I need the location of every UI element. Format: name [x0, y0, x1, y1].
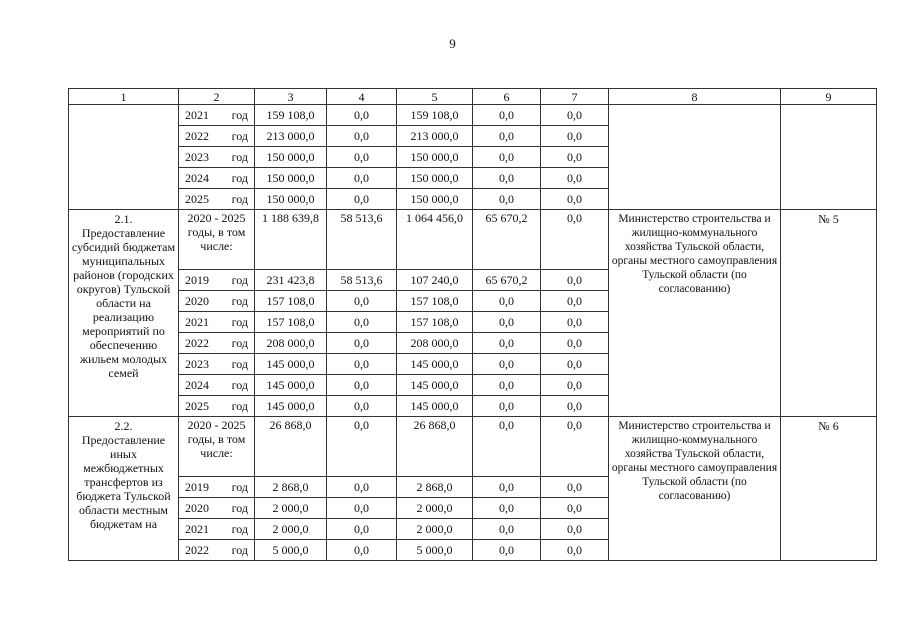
year-cell: [179, 333, 255, 354]
value-cell: [397, 189, 473, 210]
value-cell: [541, 417, 609, 477]
value-cell: [541, 105, 609, 126]
value-cell: [397, 126, 473, 147]
value-cell: [327, 168, 397, 189]
year-unit: год: [231, 273, 248, 287]
indicator-cell: [781, 105, 877, 210]
value-text: 145 000,0: [266, 399, 315, 413]
header-row: [69, 89, 877, 105]
value-text: 2 868,0: [272, 480, 309, 494]
year-value: 2021: [185, 522, 209, 536]
value-cell: [327, 105, 397, 126]
value-cell: [541, 333, 609, 354]
value-text: 0,0: [499, 150, 514, 164]
value-cell: [541, 270, 609, 291]
value-cell: [255, 270, 327, 291]
value-text: 2 000,0: [272, 501, 309, 515]
year-cell: [179, 126, 255, 147]
value-text: 0,0: [354, 171, 369, 185]
executor-text: Министерство строительства и жилищно-коммунального хозяйства Тульской области, органы местного самоуправления Тульской области (по согласованию): [611, 420, 778, 502]
year-value: 2019: [185, 480, 209, 494]
value-text: 0,0: [354, 501, 369, 515]
value-text: 2 000,0: [416, 501, 453, 515]
value-text: 0,0: [499, 543, 514, 557]
value-cell: [327, 477, 397, 498]
value-text: 159 108,0: [266, 108, 315, 122]
value-cell: [397, 147, 473, 168]
column-header: 7: [541, 89, 609, 105]
value-cell: [397, 105, 473, 126]
value-cell: [327, 291, 397, 312]
column-header: 5: [397, 89, 473, 105]
value-cell: [255, 126, 327, 147]
value-text: 208 000,0: [410, 336, 459, 350]
value-text: 213 000,0: [410, 129, 459, 143]
range-text: 2020 - 2025 годы, в том числе:: [187, 211, 246, 253]
value-text: 65 670,2: [485, 273, 528, 287]
value-cell: [473, 270, 541, 291]
year-unit: год: [231, 129, 248, 143]
value-text: 0,0: [499, 418, 514, 432]
value-cell: [473, 540, 541, 561]
value-cell: [255, 396, 327, 417]
value-cell: [397, 519, 473, 540]
value-cell: [473, 105, 541, 126]
year-unit: год: [231, 399, 248, 413]
value-cell: [541, 396, 609, 417]
value-text: 0,0: [567, 129, 582, 143]
value-text: 0,0: [567, 399, 582, 413]
measure-title: [69, 417, 179, 561]
year-cell: [179, 375, 255, 396]
value-text: 2 000,0: [272, 522, 309, 536]
value-cell: [255, 354, 327, 375]
value-text: 150 000,0: [266, 192, 315, 206]
value-text: 0,0: [354, 418, 369, 432]
value-cell: [327, 333, 397, 354]
value-cell: [255, 498, 327, 519]
value-cell: [541, 168, 609, 189]
value-text: 0,0: [499, 315, 514, 329]
year-value: 2021: [185, 108, 209, 122]
measure-title-text: 2.1. Предоставление субсидий бюджетам муниципальных районов (городских округов) Тульской области на реализацию мероприятий по обеспечению жильем молодых семей: [71, 212, 176, 380]
value-text: 0,0: [567, 480, 582, 494]
year-unit: год: [231, 357, 248, 371]
year-value: 2023: [185, 357, 209, 371]
measure-title-text: 2.2. Предоставление иных межбюджетных трансфертов из бюджета Тульской области местным бюджетам на: [76, 419, 171, 531]
value-text: 0,0: [354, 357, 369, 371]
year-unit: год: [231, 294, 248, 308]
value-text: 0,0: [567, 192, 582, 206]
value-cell: [255, 333, 327, 354]
value-cell: [397, 375, 473, 396]
value-cell: [397, 477, 473, 498]
value-text: 150 000,0: [266, 171, 315, 185]
value-text: 0,0: [354, 294, 369, 308]
value-text: 150 000,0: [410, 192, 459, 206]
value-text: 65 670,2: [485, 211, 528, 225]
value-text: 157 108,0: [410, 315, 459, 329]
value-text: 145 000,0: [410, 399, 459, 413]
value-text: 0,0: [499, 522, 514, 536]
value-cell: [397, 540, 473, 561]
value-text: 157 108,0: [266, 294, 315, 308]
year-unit: год: [231, 543, 248, 557]
value-text: 231 423,8: [266, 273, 315, 287]
year-cell: [179, 312, 255, 333]
value-text: 26 868,0: [269, 418, 312, 432]
year-cell: [179, 540, 255, 561]
value-cell: [473, 126, 541, 147]
value-text: 157 108,0: [410, 294, 459, 308]
value-text: 26 868,0: [413, 418, 456, 432]
value-cell: [397, 354, 473, 375]
value-cell: [255, 312, 327, 333]
value-text: 145 000,0: [410, 378, 459, 392]
value-cell: [473, 210, 541, 270]
value-cell: [255, 417, 327, 477]
column-header: 2: [179, 89, 255, 105]
value-text: 0,0: [354, 480, 369, 494]
value-cell: [541, 375, 609, 396]
value-text: 0,0: [499, 501, 514, 515]
value-text: 0,0: [354, 336, 369, 350]
year-value: 2025: [185, 192, 209, 206]
year-cell: [179, 498, 255, 519]
value-cell: [473, 498, 541, 519]
year-cell: [179, 147, 255, 168]
value-text: 159 108,0: [410, 108, 459, 122]
value-cell: [541, 498, 609, 519]
value-cell: [473, 375, 541, 396]
value-cell: [327, 312, 397, 333]
value-cell: [327, 270, 397, 291]
value-cell: [541, 210, 609, 270]
column-header: 8: [609, 89, 781, 105]
value-cell: [327, 354, 397, 375]
value-cell: [255, 519, 327, 540]
year-unit: год: [231, 192, 248, 206]
value-cell: [327, 210, 397, 270]
value-text: 145 000,0: [266, 357, 315, 371]
value-cell: [541, 354, 609, 375]
value-text: 107 240,0: [410, 273, 459, 287]
column-header: 3: [255, 89, 327, 105]
value-cell: [327, 396, 397, 417]
measure-cell: [69, 105, 179, 210]
year-value: 2022: [185, 129, 209, 143]
year-unit: год: [231, 336, 248, 350]
value-text: 0,0: [567, 418, 582, 432]
value-cell: [327, 417, 397, 477]
value-text: 0,0: [354, 399, 369, 413]
year-value: 2020: [185, 294, 209, 308]
value-cell: [327, 540, 397, 561]
value-text: 5 000,0: [416, 543, 453, 557]
year-cell: [179, 168, 255, 189]
year-cell: [179, 477, 255, 498]
value-text: 0,0: [354, 315, 369, 329]
value-text: 145 000,0: [266, 378, 315, 392]
value-cell: [255, 210, 327, 270]
value-text: 0,0: [499, 378, 514, 392]
value-cell: [255, 291, 327, 312]
value-text: 213 000,0: [266, 129, 315, 143]
value-cell: [255, 147, 327, 168]
value-cell: [327, 519, 397, 540]
value-cell: [473, 168, 541, 189]
executor-cell: [609, 417, 781, 561]
value-cell: [473, 417, 541, 477]
value-cell: [473, 291, 541, 312]
value-text: 0,0: [354, 108, 369, 122]
value-cell: [255, 168, 327, 189]
value-cell: [541, 519, 609, 540]
value-text: 2 868,0: [416, 480, 453, 494]
year-cell: [179, 291, 255, 312]
value-text: 0,0: [567, 357, 582, 371]
value-cell: [397, 498, 473, 519]
table-row: [69, 417, 877, 477]
table-row: [69, 105, 877, 126]
value-text: 1 188 639,8: [262, 211, 319, 225]
indicator-text: № 5: [818, 212, 839, 226]
value-text: 0,0: [567, 294, 582, 308]
year-value: 2021: [185, 315, 209, 329]
value-cell: [255, 477, 327, 498]
value-cell: [397, 396, 473, 417]
value-cell: [327, 189, 397, 210]
year-cell: [179, 519, 255, 540]
year-cell: [179, 354, 255, 375]
value-cell: [473, 147, 541, 168]
value-text: 5 000,0: [272, 543, 309, 557]
value-cell: [541, 291, 609, 312]
value-text: 150 000,0: [410, 171, 459, 185]
value-text: 0,0: [567, 543, 582, 557]
column-header: 9: [781, 89, 877, 105]
value-text: 2 000,0: [416, 522, 453, 536]
year-value: 2019: [185, 273, 209, 287]
value-text: 0,0: [499, 171, 514, 185]
value-text: 0,0: [567, 108, 582, 122]
year-value: 2024: [185, 171, 209, 185]
value-text: 0,0: [499, 357, 514, 371]
value-cell: [473, 189, 541, 210]
measure-title: [69, 210, 179, 417]
value-text: 0,0: [354, 522, 369, 536]
year-unit: год: [231, 171, 248, 185]
value-text: 0,0: [567, 171, 582, 185]
value-text: 208 000,0: [266, 336, 315, 350]
range-cell: [179, 210, 255, 270]
year-unit: год: [231, 150, 248, 164]
value-cell: [327, 147, 397, 168]
value-cell: [473, 354, 541, 375]
value-text: 0,0: [567, 315, 582, 329]
value-text: 0,0: [499, 129, 514, 143]
indicator-cell: [781, 417, 877, 561]
value-text: 0,0: [499, 108, 514, 122]
value-cell: [327, 126, 397, 147]
value-cell: [473, 333, 541, 354]
value-text: 0,0: [354, 543, 369, 557]
value-cell: [397, 168, 473, 189]
table-body: [69, 89, 877, 561]
value-text: 0,0: [499, 336, 514, 350]
indicator-text: № 6: [818, 419, 839, 433]
year-unit: год: [231, 522, 248, 536]
value-cell: [327, 375, 397, 396]
year-cell: [179, 270, 255, 291]
budget-table: [68, 88, 877, 561]
value-text: 0,0: [354, 192, 369, 206]
year-value: 2022: [185, 543, 209, 557]
value-text: 0,0: [354, 129, 369, 143]
executor-cell: [609, 105, 781, 210]
value-cell: [541, 126, 609, 147]
value-cell: [473, 396, 541, 417]
value-text: 1 064 456,0: [406, 211, 463, 225]
table-row: [69, 210, 877, 270]
year-value: 2025: [185, 399, 209, 413]
value-cell: [541, 477, 609, 498]
value-cell: [473, 519, 541, 540]
value-cell: [541, 312, 609, 333]
value-text: 0,0: [499, 399, 514, 413]
value-cell: [255, 375, 327, 396]
value-text: 0,0: [567, 150, 582, 164]
value-text: 0,0: [354, 378, 369, 392]
value-cell: [397, 417, 473, 477]
value-cell: [255, 105, 327, 126]
value-cell: [255, 189, 327, 210]
year-cell: [179, 105, 255, 126]
value-text: 0,0: [354, 150, 369, 164]
executor-cell: [609, 210, 781, 417]
value-cell: [397, 312, 473, 333]
year-unit: год: [231, 501, 248, 515]
value-text: 0,0: [499, 294, 514, 308]
value-cell: [397, 291, 473, 312]
value-cell: [473, 477, 541, 498]
value-cell: [541, 540, 609, 561]
value-text: 0,0: [499, 192, 514, 206]
year-value: 2022: [185, 336, 209, 350]
value-text: 145 000,0: [410, 357, 459, 371]
value-text: 58 513,6: [340, 273, 383, 287]
value-cell: [541, 147, 609, 168]
value-cell: [397, 210, 473, 270]
value-text: 0,0: [567, 273, 582, 287]
value-text: 157 108,0: [266, 315, 315, 329]
range-text: 2020 - 2025 годы, в том числе:: [187, 418, 246, 460]
value-cell: [473, 312, 541, 333]
value-cell: [397, 270, 473, 291]
value-cell: [327, 498, 397, 519]
value-text: 150 000,0: [410, 150, 459, 164]
year-value: 2024: [185, 378, 209, 392]
value-text: 0,0: [567, 336, 582, 350]
year-cell: [179, 396, 255, 417]
value-text: 150 000,0: [266, 150, 315, 164]
value-text: 0,0: [567, 522, 582, 536]
year-value: 2023: [185, 150, 209, 164]
value-text: 58 513,6: [340, 211, 383, 225]
year-unit: год: [231, 108, 248, 122]
year-value: 2020: [185, 501, 209, 515]
range-cell: [179, 417, 255, 477]
year-unit: год: [231, 480, 248, 494]
indicator-cell: [781, 210, 877, 417]
value-cell: [255, 540, 327, 561]
value-text: 0,0: [499, 480, 514, 494]
year-cell: [179, 189, 255, 210]
year-unit: год: [231, 315, 248, 329]
value-text: 0,0: [567, 211, 582, 225]
column-header: 4: [327, 89, 397, 105]
value-text: 0,0: [567, 501, 582, 515]
page-number: 9: [449, 36, 456, 51]
value-cell: [397, 333, 473, 354]
value-text: 0,0: [567, 378, 582, 392]
column-header: 6: [473, 89, 541, 105]
executor-text: Министерство строительства и жилищно-коммунального хозяйства Тульской области, органы местного самоуправления Тульской области (по согласованию): [611, 213, 778, 295]
year-unit: год: [231, 378, 248, 392]
value-cell: [541, 189, 609, 210]
column-header: 1: [69, 89, 179, 105]
